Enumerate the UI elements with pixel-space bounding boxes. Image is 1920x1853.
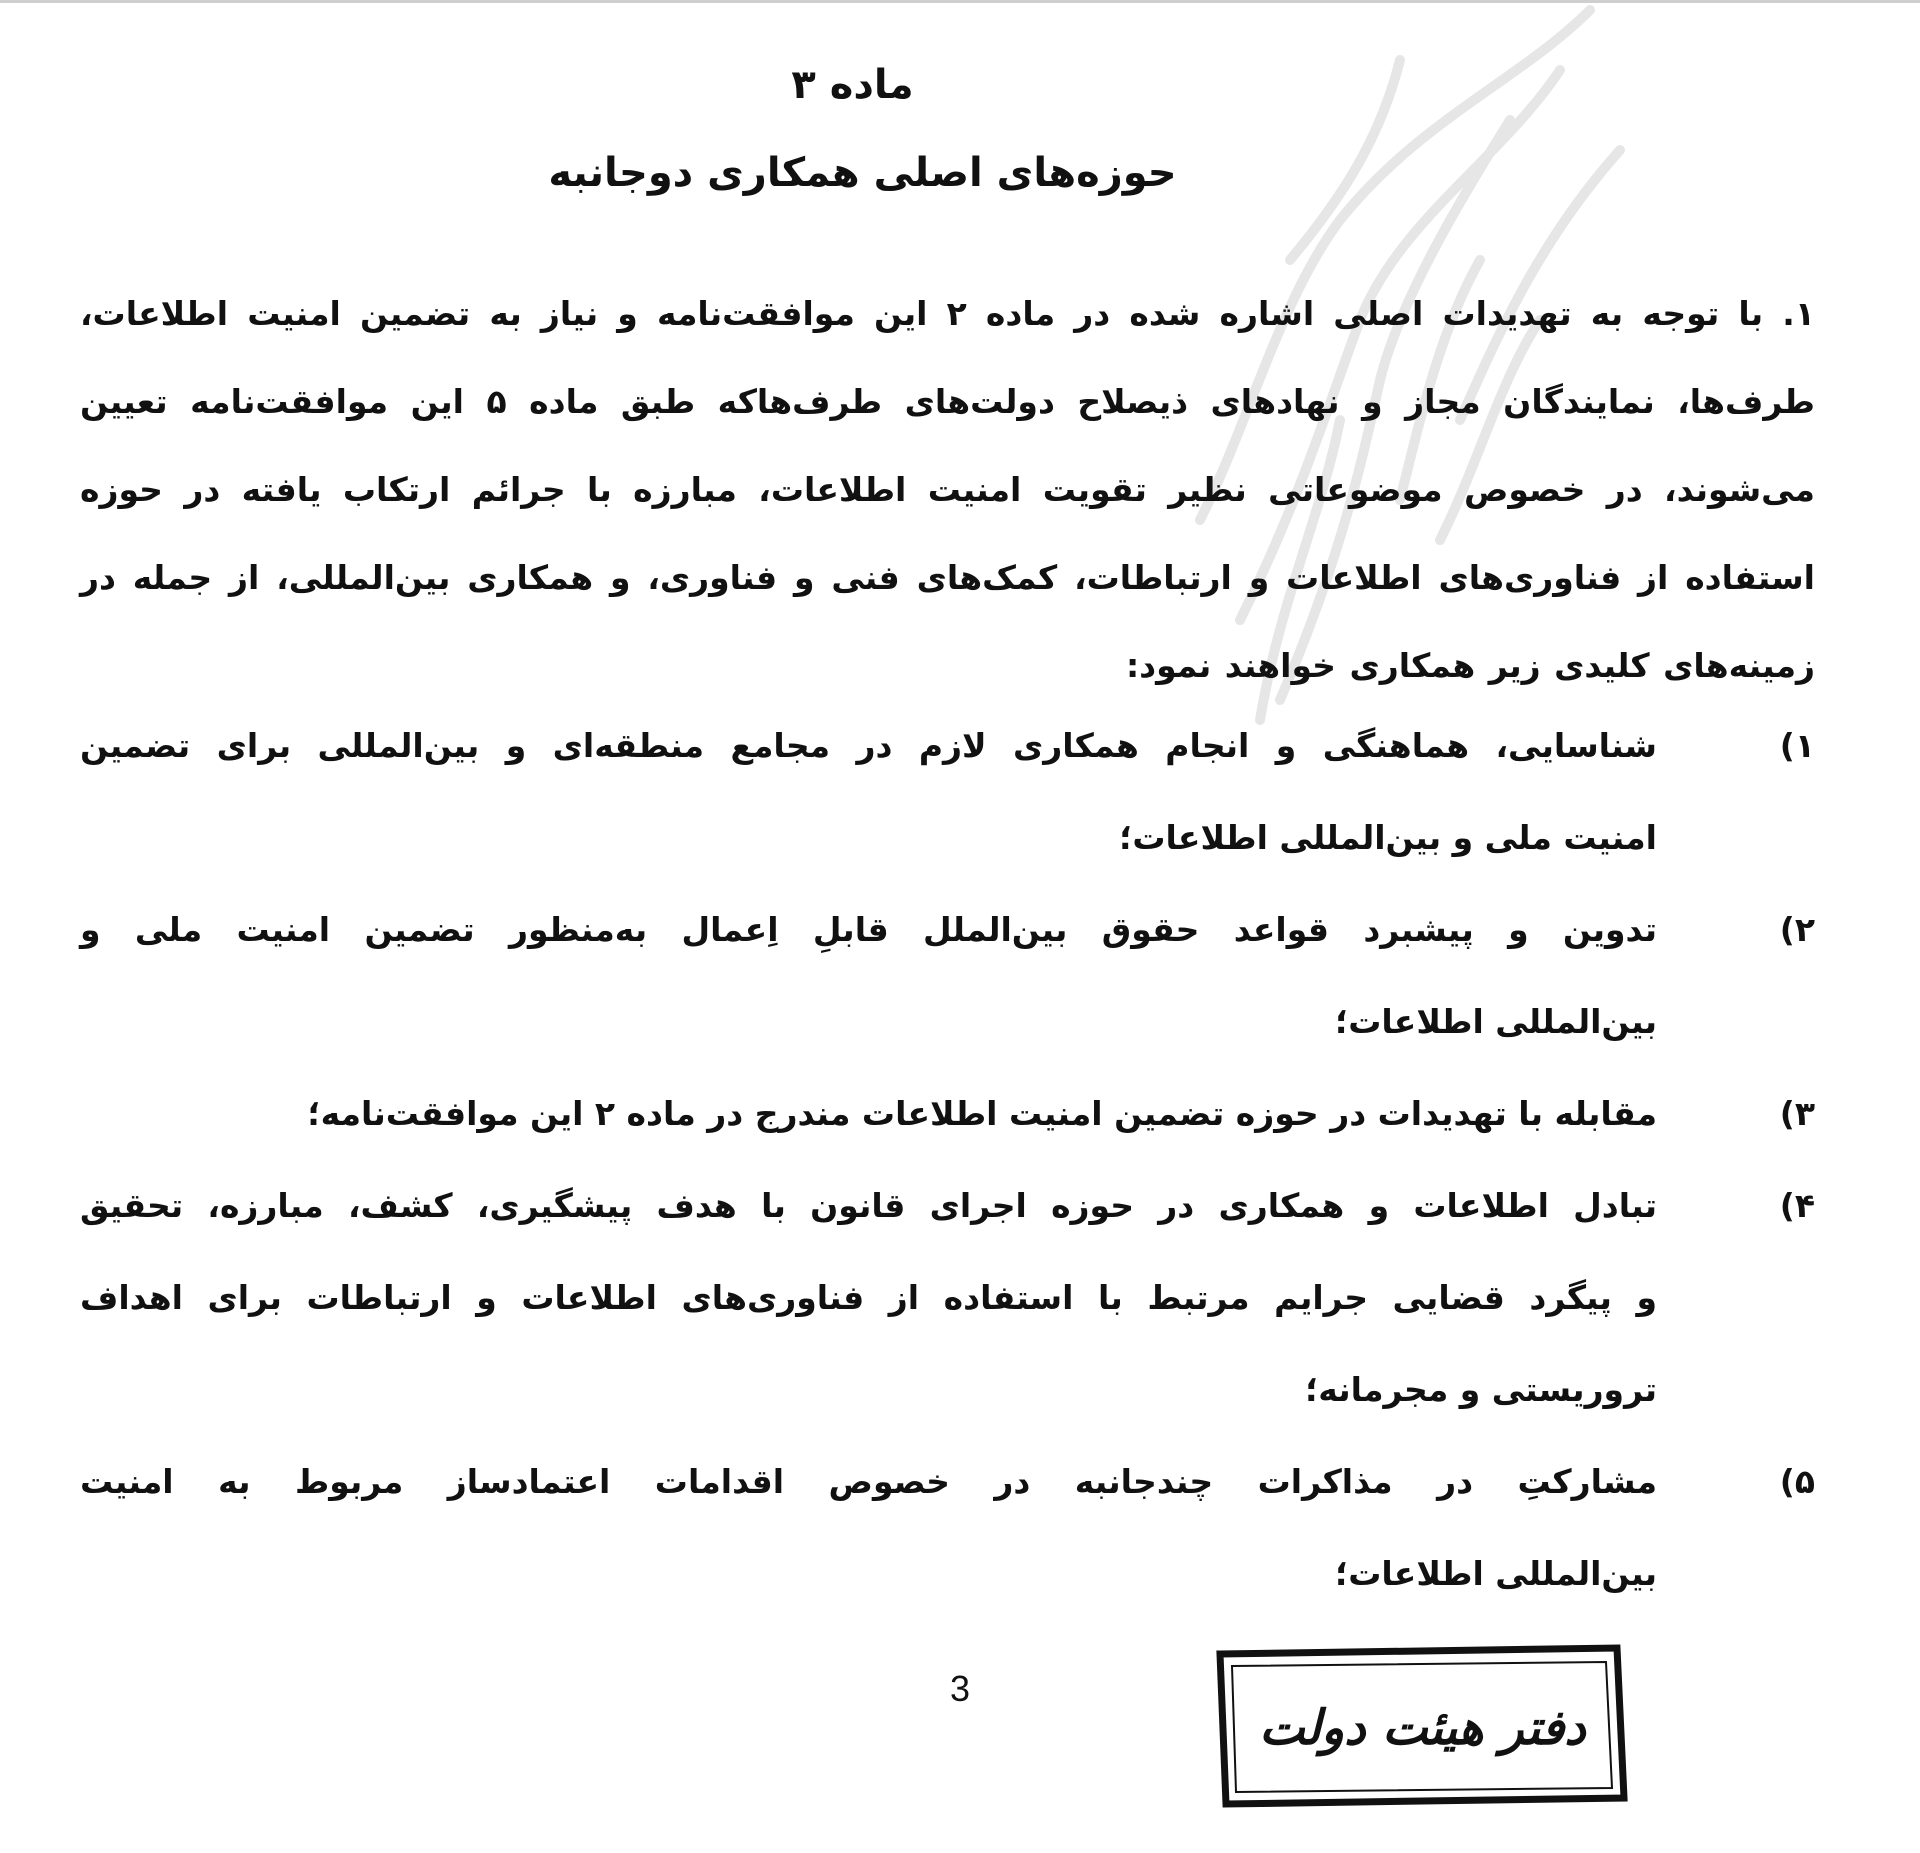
item-line: مقابله با تهدیدات در حوزه تضمین امنیت اطلاعات مندرج در ماده ۲ این موافقت‌نامه؛	[307, 1094, 1657, 1133]
intro-line: می‌شوند، در خصوص موضوعاتی نظیر تقویت امنیت اطلاعات، مبارزه با جرائم ارتکاب یافته در حوزه	[80, 470, 1815, 509]
item-line: بین‌المللی اطلاعات؛	[1335, 1002, 1657, 1041]
item-line: شناسایی، هماهنگی و انجام همکاری لازم در مجامع منطقه‌ای و بین‌المللی برای تضمین	[80, 726, 1657, 765]
page-number: 3	[949, 1668, 971, 1709]
item-number: ۴)	[1779, 1186, 1815, 1225]
list-item	[80, 1436, 1815, 1620]
item-body	[80, 884, 1657, 1068]
list-item	[80, 884, 1815, 1068]
article-title: حوزه‌های اصلی همکاری دوجانبه	[548, 150, 1177, 196]
item-number: ۱)	[1779, 726, 1815, 765]
intro-line: طرف‌ها، نمایندگان مجاز و نهادهای ذیصلاح دولت‌های طرف‌هاکه طبق ماده ۵ این موافقت‌نامه تعیین	[80, 382, 1815, 421]
intro-line: استفاده از فناوری‌های اطلاعات و ارتباطات، کمک‌های فنی و فناوری، و همکاری بین‌المللی، از جمله در	[80, 558, 1815, 597]
item-line: تروریستی و مجرمانه؛	[1305, 1370, 1657, 1409]
item-line: مشارکتِ در مذاکرات چندجانبه در خصوص اقدامات اعتمادساز مربوط به امنیت	[80, 1462, 1657, 1501]
item-line: امنیت ملی و بین‌المللی اطلاعات؛	[1119, 818, 1657, 857]
item-line: تبادل اطلاعات و همکاری در حوزه اجرای قانون با هدف پیشگیری، کشف، مبارزه، تحقیق	[80, 1186, 1657, 1225]
item-body	[80, 1160, 1657, 1436]
item-number: ۲)	[1779, 910, 1815, 949]
list-item	[80, 700, 1815, 884]
item-line: تدوین و پیشبرد قواعد حقوق بین‌الملل قابلِ اِعمال به‌منظور تضمین امنیت ملی و	[80, 910, 1657, 949]
intro-paragraph	[80, 270, 1815, 710]
item-line: و پیگرد قضایی جرایم مرتبط با استفاده از فناوری‌های اطلاعات و ارتباطات برای اهداف	[80, 1278, 1657, 1317]
intro-line: زمینه‌های کلیدی زیر همکاری خواهند نمود:	[1125, 646, 1815, 685]
list-item	[80, 1160, 1815, 1436]
item-number: ۳)	[1779, 1094, 1815, 1133]
intro-line: ۱. با توجه به تهدیدات اصلی اشاره شده در ماده ۲ این موافقت‌نامه و نیاز به تضمین امنیت اطلاعات،	[80, 294, 1815, 333]
item-body	[80, 1436, 1657, 1620]
list-item	[80, 1068, 1815, 1160]
item-line: بین‌المللی اطلاعات؛	[1335, 1554, 1657, 1593]
document-page	[80, 0, 1815, 1853]
article-number: ماده ۳	[791, 62, 914, 108]
item-body	[80, 700, 1657, 884]
items-list	[80, 700, 1815, 1620]
stamp-text: دفتر هیئت دولت	[1259, 1700, 1586, 1756]
item-number: ۵)	[1779, 1462, 1815, 1501]
item-body	[80, 1068, 1657, 1160]
